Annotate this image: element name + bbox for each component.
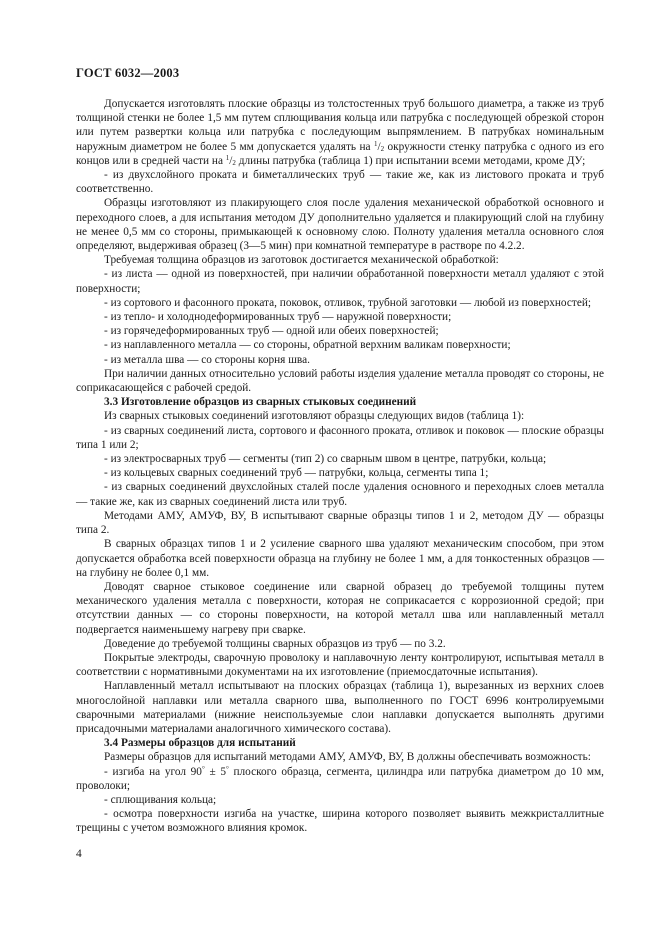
paragraph: Доведение до требуемой толщины сварных образцов из труб — по 3.2. [104,637,446,650]
list-item: - изгиба на угол 90° ± 5° плоского образца, сегмента, цилиндра или патрубка диаметром до 10 мм, проволоки; [76,764,604,792]
section-heading: 3.3 Изготовление образцов из сварных стыковых соединений [104,396,417,409]
list-item: - из двухслойного проката и биметаллических труб — такие же, как из листового проката и труб соответственно. [76,169,604,196]
section-heading: 3.4 Размеры образцов для испытаний [104,737,296,750]
list-item: - из электросварных труб — сегменты (тип 2) со сварным швом в центре, патрубки, кольца; [104,453,547,466]
paragraph: Методами АМУ, АМУФ, ВУ, В испытывают сварные образцы типов 1 и 2, методом ДУ — образцы типа 2. [76,509,604,537]
paragraph: Наплавленный металл испытывают на плоских образцах (таблица 1), вырезанных из верхних слоев многослойной наплавки или металла сварного шва, выполненного по ГОСТ 6996 контролируемыми сварочными материалами (нижние неиспользуемые слои наплавки допускается выполнять другими присадочными материалами аналогичного химического состава). [76,680,604,735]
list-item: - из сварных соединений листа, сортового и фасонного проката, отливок и поковок — плоские образцы типа 1 или 2; [76,424,604,451]
page-number: 4 [76,848,82,860]
list-item: - из горячедеформированных труб — одной или обеих поверхностей; [104,325,439,338]
paragraph: Допускается изготовлять плоские образцы из толстостенных труб большого диаметра, а также из труб толщиной стенки не более 1,5 мм путем сплющивания кольца или патрубка с последующей обрезкой сторон или путем развертки кольца или патрубка с последующим выпрямлением. В патрубках номинальным наружным диаметром не более 5 мм допускается удалять на $^1/_2$ окружности стенку патрубка с одного из его концов или в средней части на $^1/_2$ длины патрубка (таблица 1) при испытании всеми методами, кроме ДУ; [76,98,604,167]
list-item: - из тепло- и холоднодеформированных труб — наружной поверхности; [104,311,452,324]
paragraph: В сварных образцах типов 1 и 2 усиление сварного шва удаляют механическим способом, при этом допускается обработка всей поверхности образца на глубину не более 1 мм, а для тонкостенных образцов — на глубину не более 0,1 мм. [76,538,604,579]
paragraph: Размеры образцов для испытаний методами АМУ, АМУФ, ВУ, В должны обеспечивать возможность: [104,751,591,764]
paragraph: При наличии данных относительно условий работы изделия удаление металла проводят со стороны, не соприкасающейся с рабочей средой. [76,367,604,395]
paragraph: Из сварных стыковых соединений изготовляют образцы следующих видов (таблица 1): [104,410,525,423]
document-body [76,97,604,836]
list-item: - сплющивания кольца; [104,793,217,806]
list-item: - осмотра поверхности изгиба на участке, ширина которого позволяет выявить межкристаллитные трещины с учетом возможного влияния кромок. [76,808,604,835]
list-item: - из сортового и фасонного проката, поковок, отливок, трубной заготовки — любой из поверхностей; [104,296,592,309]
list-item: - из металла шва — со стороны корня шва. [104,353,310,366]
list-item: - из листа — одной из поверхностей, при наличии обработанной поверхности металл удаляют с этой поверхности; [76,268,604,295]
page-header: ГОСТ 6032—2003 [76,66,180,80]
paragraph: Покрытые электроды, сварочную проволоку и наплавочную ленту контролируют, испытывая металл в соответствии с нормативными документами на их изготовление (приемосдаточные испытания). [76,651,604,679]
paragraph: Доводят сварное стыковое соединение или сварной образец до требуемой толщины путем механического удаления металла с поверхности, которая не соприкасается с коррозионной средой; при отсутствии данных — со стороны поверхности, на которой металл шва или наплавленный металл подвергается наименьшему нагреву при сварке. [76,580,604,636]
list-item: - из наплавленного металла — со стороны, обратной верхним валикам поверхности; [104,339,511,352]
list-item: - из кольцевых сварных соединений труб — патрубки, кольца, сегменты типа 1; [104,467,489,480]
list-item: - из сварных соединений двухслойных сталей после удаления основного и переходных слоев металла — такие же, как из сварных соединений листа или труб. [76,481,604,508]
paragraph: Требуемая толщина образцов из заготовок достигается механической обработкой: [104,254,499,267]
paragraph: Образцы изготовляют из плакирующего слоя после удаления механической обработкой основного и переходного слоев, а для испытания методом ДУ дополнительно удаляется и плакирующий слой на глубину не менее 0,5 мм со стороны, примыкающей к основному слою. Полноту удаления металла основного слоя определяют, выдерживая образец (3—5 мин) при комнатной температуре в растворе по 4.2.2. [76,197,604,253]
